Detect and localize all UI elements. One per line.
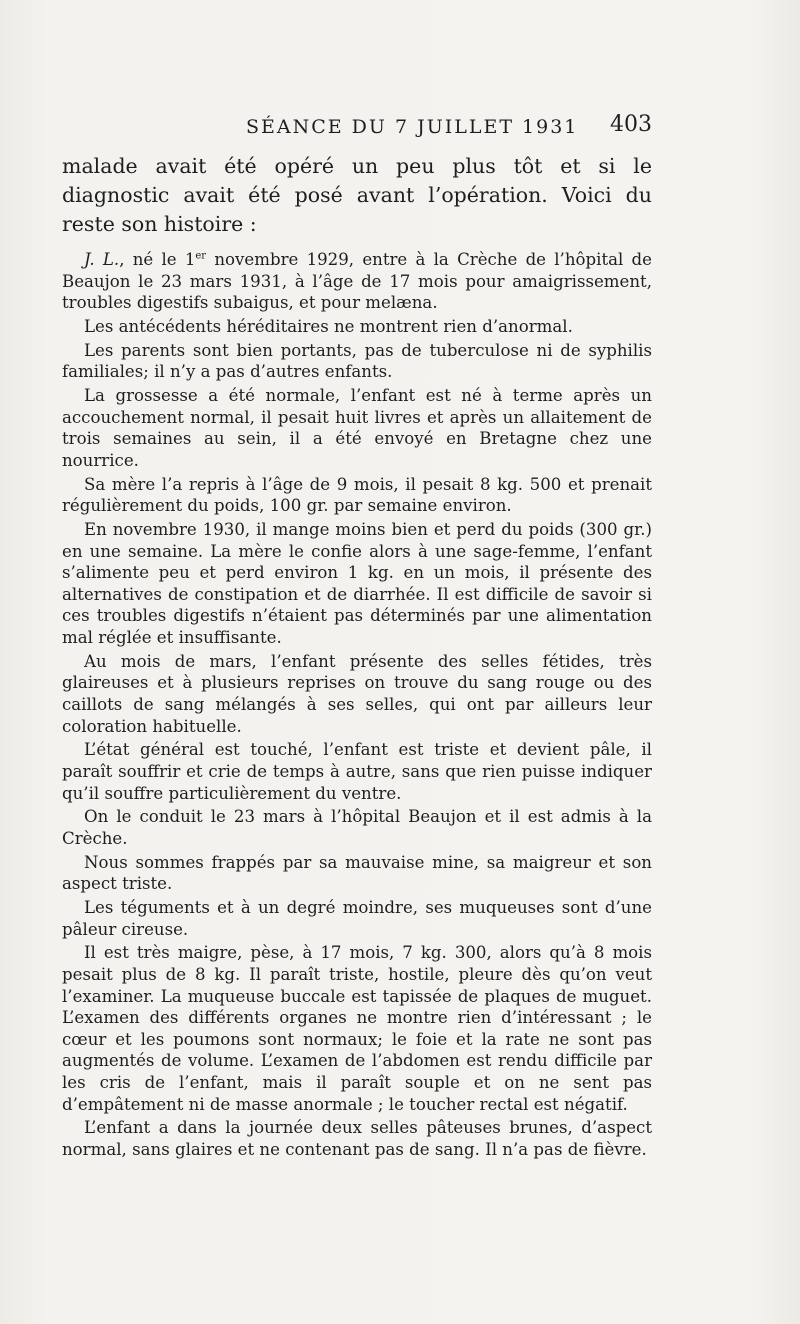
page-number: 403 bbox=[610, 112, 652, 137]
paragraph: L’état général est touché, l’enfant est triste et devient pâle, il paraît souffrir et crie de temps à autre, sans que rien puisse indiquer qu’il souffre particulièrement du ventre. bbox=[62, 740, 652, 803]
lead-paragraph: malade avait été opéré un peu plus tôt et si le diagnostic avait été posé avant l’opération. Voici du reste son histoire : bbox=[62, 154, 652, 236]
paragraph: Il est très maigre, pèse, à 17 mois, 7 kg. 300, alors qu’à 8 mois pesait plus de 8 kg. Il paraît triste, hostile, pleure dès qu’on veut l’examiner. La muqueuse buccale est tapissée de plaques de muguet. L’examen des différents organes ne montre rien d’intéressant ; le cœur et les poumons sont normaux; le foie et la rate ne sont pas augmentés de volume. L’examen de l’abdomen est rendu difficile par les cris de l’enfant, mais il paraît souple et on ne sent pas d’empâtement ni de masse anormale ; le toucher rectal est négatif. bbox=[62, 943, 652, 1114]
paragraph: Au mois de mars, l’enfant présente des selles fétides, très glaireuses et à plusieurs reprises on trouve du sang rouge ou des caillots de sang mélangés à ses selles, qui ont par ailleurs leur coloration habituelle. bbox=[62, 651, 652, 736]
paragraph: Les parents sont bien portants, pas de tuberculose ni de syphilis familiales; il n’y a pas d’autres enfants. bbox=[62, 340, 652, 382]
ordinal-superscript: er bbox=[195, 250, 207, 262]
paragraph: Sa mère l’a repris à l’âge de 9 mois, il pesait 8 kg. 500 et prenait régulièrement du poids, 100 gr. par semaine environ. bbox=[62, 474, 652, 516]
paragraph: L’enfant a dans la journée deux selles pâteuses brunes, d’aspect normal, sans glaires et ne contenant pas de sang. Il n’a pas de fièvre. bbox=[62, 1118, 652, 1159]
paragraph: On le conduit le 23 mars à l’hôpital Beaujon et il est admis à la Crèche. bbox=[62, 807, 652, 848]
paragraph: Nous sommes frappés par sa mauvaise mine, sa maigreur et son aspect triste. bbox=[62, 852, 652, 894]
paragraph: Les antécédents héréditaires ne montrent rien d’anormal. bbox=[84, 316, 573, 336]
paragraph: La grossesse a été normale, l’enfant est né à terme après un accouchement normal, il pesait huit livres et après un allaitement de trois semaines au sein, il a été envoyé en Bretagne chez une nourrice. bbox=[62, 386, 652, 470]
paragraph: Les téguments et à un degré moindre, ses muqueuses sont d’une pâleur cireuse. bbox=[62, 898, 652, 939]
case-intro-paragraph bbox=[62, 249, 652, 314]
case-intro-text-b: novembre 1929, entre à la Crèche de l’hôpital de Beaujon le 23 mars 1931, à l’âge de 17 mois pour amaigrissement, troubles digestifs subaigus, et pour melæna. bbox=[62, 250, 652, 313]
body-text bbox=[62, 152, 652, 1163]
patient-initials: J. L. bbox=[84, 250, 120, 269]
running-title: SÉANCE DU 7 JUILLET 1931 bbox=[246, 116, 579, 138]
paragraph: En novembre 1930, il mange moins bien et perd du poids (300 gr.) en une semaine. La mère le confie alors à une sage-femme, l’enfant s’alimente peu et perd environ 1 kg. en un mois, il présente des alternatives de constipation et de diarrhée. Il est difficile de savoir si ces troubles digestifs n’étaient pas déterminés par une alimentation mal réglée et insuffisante. bbox=[62, 520, 652, 648]
case-intro-text-a: , né le 1 bbox=[119, 250, 196, 269]
page-header bbox=[62, 112, 652, 148]
